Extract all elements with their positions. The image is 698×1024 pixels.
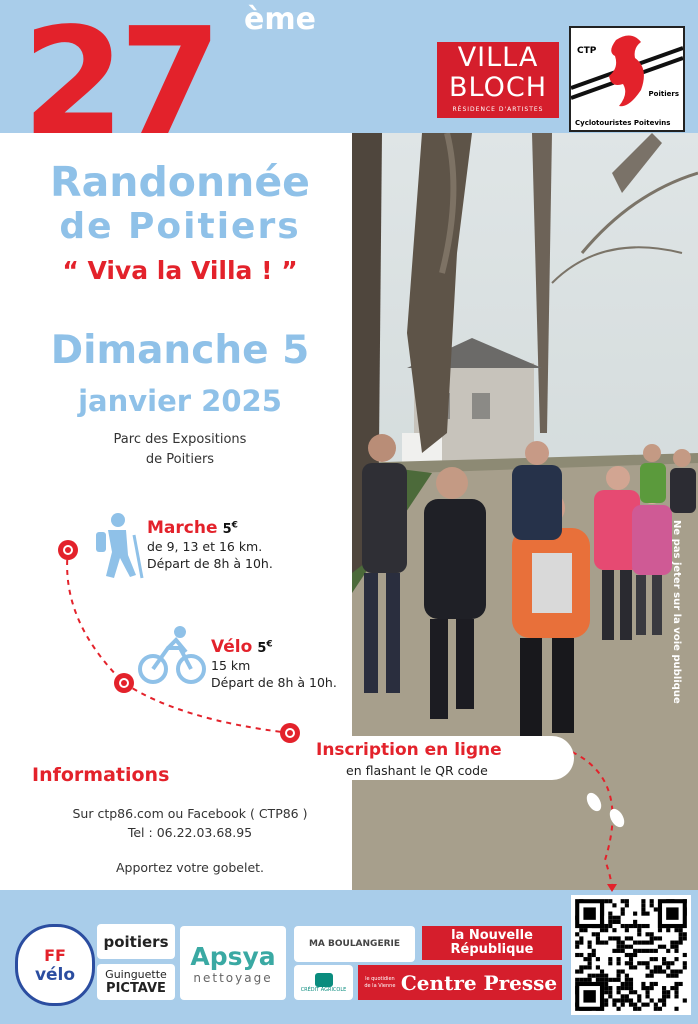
slogan: “ Viva la Villa ! ” — [62, 256, 298, 285]
title-line1: Randonnée — [50, 158, 310, 206]
waypoint-2 — [114, 673, 134, 693]
boulangerie-logo — [294, 926, 415, 962]
velo-distance: 15 km — [211, 658, 251, 673]
nr-line2: République — [450, 942, 534, 957]
side-notice: Ne pas jeter sur la voie publique — [671, 520, 682, 704]
apsya-logo — [180, 926, 286, 1000]
date-line1: Dimanche 5 — [50, 328, 310, 373]
guinguette-logo — [97, 964, 175, 1000]
qr-code-pattern — [571, 895, 691, 1015]
credit-agricole-logo — [294, 965, 353, 1000]
marche-distances: de 9, 13 et 16 km. — [147, 539, 263, 554]
velo-price — [257, 641, 272, 656]
villa-logo-line3: RÉSIDENCE D'ARTISTES — [452, 106, 544, 113]
informations-phone: Tel : 06.22.03.68.95 — [127, 825, 253, 840]
apsya-name: Apsya — [190, 941, 276, 971]
waypoint-3 — [280, 723, 300, 743]
informations-title: Informations — [32, 764, 170, 786]
ctp-club-name: Cyclotouristes Poitevins — [575, 119, 671, 127]
qr-code[interactable] — [571, 895, 691, 1015]
nr-line1: la Nouvelle — [451, 928, 533, 943]
venue-line2: de Poitiers — [145, 452, 215, 467]
marche-departure: Départ de 8h à 10h. — [147, 556, 273, 571]
guinguette-line2: PICTAVE — [106, 981, 166, 996]
hiker-icon — [96, 513, 142, 578]
cp-small: le quotidien de la Vienne — [364, 975, 396, 989]
velo-departure: Départ de 8h à 10h. — [211, 675, 337, 690]
villa-logo-line2: BLOCH — [448, 72, 547, 103]
poitiers-logo — [97, 924, 175, 959]
informations-bring: Apportez votre gobelet. — [115, 860, 265, 875]
title-line2: de Poitiers — [59, 206, 301, 247]
velo-section — [211, 637, 337, 691]
marche-title: Marche — [147, 518, 218, 538]
edition-number: 27 — [22, 0, 216, 168]
cp-big: Centre Presse — [400, 970, 558, 995]
waypoint-1 — [58, 540, 78, 560]
ctp-city: Poitiers — [648, 90, 679, 98]
marche-price-value: 5 — [222, 522, 232, 537]
nouvelle-republique-logo — [422, 926, 562, 960]
inscription-title: Inscription en ligne — [316, 740, 502, 760]
marche-section — [147, 518, 273, 572]
velo-title: Vélo — [211, 637, 253, 657]
footprints-icon — [584, 790, 627, 829]
edition-suffix: ème — [244, 2, 316, 37]
villa-logo-line1: VILLA — [457, 42, 539, 73]
marche-currency: € — [231, 520, 238, 531]
guinguette-line1: Guinguette — [105, 968, 167, 981]
boulangerie-text: MA BOULANGERIE — [308, 939, 401, 949]
ffvelo-logo — [15, 924, 95, 1006]
apsya-sub: nettoyage — [193, 970, 273, 985]
inscription-subtitle: en flashant le QR code — [346, 763, 488, 778]
date-line2: janvier 2025 — [78, 384, 282, 418]
velo-price-value: 5 — [257, 641, 267, 656]
poitiers-text: poitiers — [103, 932, 169, 951]
venue-line1: Parc des Expositions — [113, 432, 247, 447]
ffvelo-ff: FF — [44, 945, 66, 965]
cyclist-icon — [140, 626, 204, 682]
velo-currency: € — [266, 639, 273, 650]
ca-icon — [315, 973, 333, 987]
ctp-label: CTP — [577, 46, 597, 56]
informations-contact — [20, 804, 360, 842]
informations-web: Sur ctp86.com ou Facebook ( CTP86 ) — [72, 806, 308, 821]
ca-text: CRÉDIT AGRICOLE — [300, 986, 347, 993]
centre-presse-logo — [358, 965, 562, 1000]
ffvelo-velo: vélo — [34, 964, 76, 985]
marche-price — [223, 522, 238, 537]
